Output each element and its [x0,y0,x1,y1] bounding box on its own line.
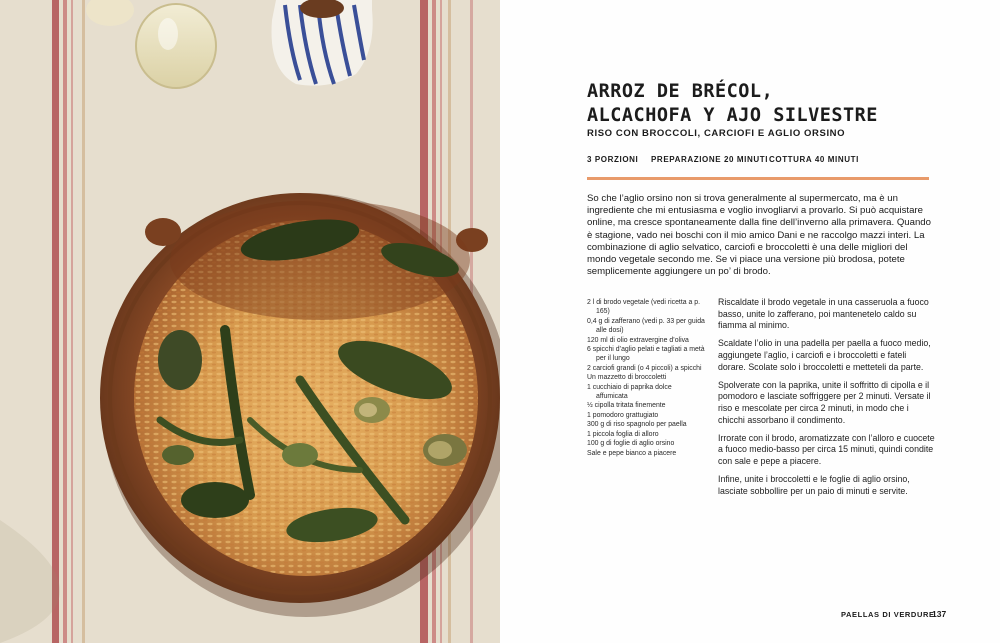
ingredients-list [587,298,705,458]
recipe-page [500,0,1000,643]
footer-section-title: PAELLAS DI VERDURE [841,610,935,619]
ingredient-item: 1 piccola foglia di alloro [587,430,659,438]
ingredient-item: 6 spicchi d’aglio pelati e tagliati a metà per il lungo [587,346,705,363]
recipe-intro: So che l’aglio orsino non si trova generalmente al supermercato, ma è un ingrediente che mi entusiasma e voglio invogliarvi a provarlo. Si può acquistare online, ma cresce spontaneamente dalla fine dell’inverno alla primavera. Quando è stagione, vado nei boschi con il mio amico Dani e ne raccolgo mazzi interi. La combinazione di aglio selvatico, carciofi e broccoletti è una delle migliori del mondo vegetale secondo me. Se vi piace una versione più brodosa, potete semplicemente aggiungere un po’ di brodo. [587,193,931,278]
recipe-title-line-1: ARROZ DE BRÉCOL, [587,81,774,102]
method-step: Scaldate l’olio in una padella per paella a fuoco medio, aggiungete l’aglio, i carciofi e i broccoletti e fateli dorare. Scolate solo i broccoletti e metteteli da parte. [718,338,931,372]
ingredient-item: 2 carciofi grandi (o 4 piccoli) a spicchi [587,364,702,372]
ingredient-item: 2 l di brodo vegetale (vedi ricetta a p. 165) [587,299,700,316]
method-step: Infine, unite i broccoletti e le foglie di aglio orsino, lasciate sobbollire per un paio di minuti e servite. [718,474,910,496]
ingredient-item: 100 g di foglie di aglio orsino [587,440,675,448]
recipe-title [587,80,878,128]
method-step: Riscaldate il brodo vegetale in una casseruola a fuoco basso, unite lo zafferano, poi mantenetelo caldo su fiamma al minimo. [718,297,929,331]
ingredient-item: Sale e pepe bianco a piacere [587,449,677,457]
ingredient-item: 120 ml di olio extravergine d’oliva [587,336,689,344]
prep-time: PREPARAZIONE 20 MINUTI [651,155,769,164]
recipe-subtitle: RISO CON BROCCOLI, CARCIOFI E AGLIO ORSINO [587,128,846,139]
ingredient-item: ½ cipolla tritata finemente [587,402,666,410]
method-step: Irrorate con il brodo, aromatizzate con l’alloro e cuocete a fuoco medio-basso per circa 15 minuti, quindi condite con sale e pepe a piacere. [718,432,935,466]
recipe-title-line-2: ALCACHOFA Y AJO SILVESTRE [587,105,878,126]
ingredient-item: 300 g di riso spagnolo per paella [587,421,687,429]
ingredient-item: 0,4 g di zafferano (vedi p. 33 per guida alle dosi) [587,317,705,335]
ingredient-item: Un mazzetto di broccoletti [587,374,667,382]
ingredient-item: 1 pomodoro grattugiato [587,411,659,419]
divider-rule [587,177,929,180]
method-steps [718,297,936,504]
ingredient-item: 1 cucchiaio di paprika dolce affumicata [587,383,672,401]
page-number: 137 [932,609,947,619]
servings: 3 PORZIONI [587,155,639,164]
cook-time: COTTURA 40 MINUTI [769,155,859,164]
method-step: Spolverate con la paprika, unite il soffritto di cipolla e il pomodoro e lasciate soffriggere per 2 minuti. Versate il riso e mescolate per circa 2 minuti, in modo che i chicchi assorbano il condimento. [718,379,931,425]
